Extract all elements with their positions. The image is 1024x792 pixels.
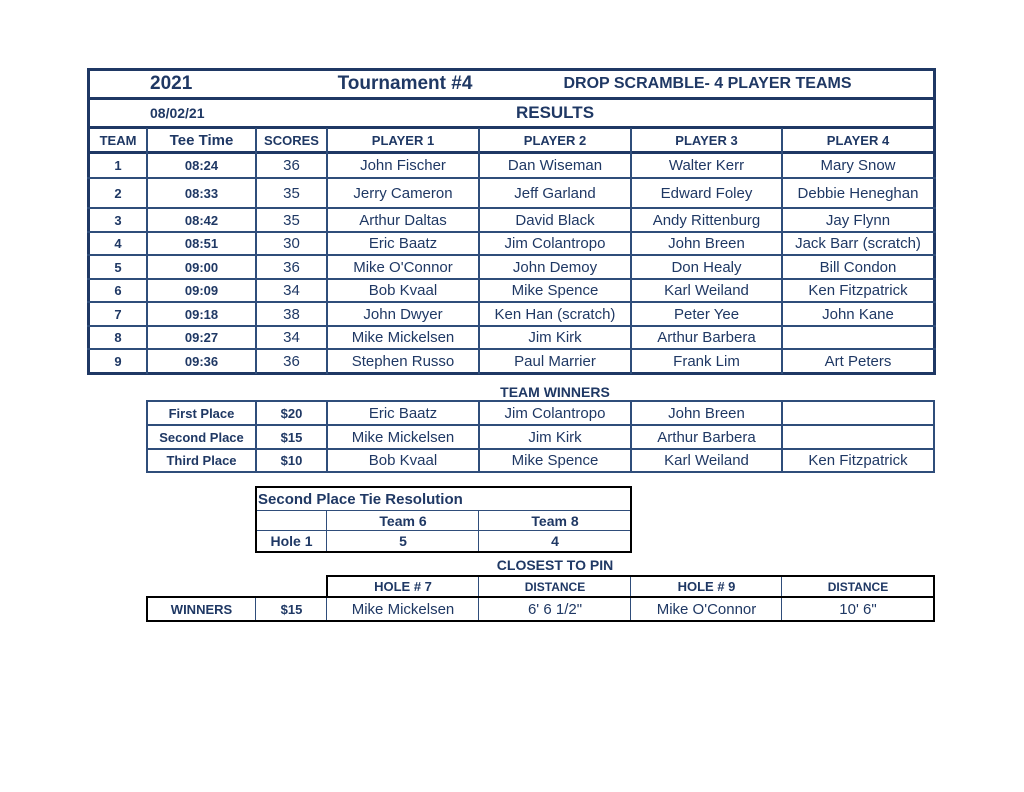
ctp-hole7-winner: Mike Mickelsen (351, 600, 455, 618)
player3: Edward Foley (660, 184, 753, 202)
player3: Karl Weiland (664, 282, 749, 299)
tee-time: 08:51 (184, 236, 219, 251)
player1: Eric Baatz (368, 235, 438, 252)
col-scores: SCORES (264, 132, 319, 148)
ctp-distance-header-2: DISTANCE (827, 579, 889, 594)
player2: Jim Colantropo (504, 404, 606, 422)
player4: Bill Condon (819, 258, 897, 276)
player1: Arthur Daltas (359, 211, 447, 229)
player3: Peter Yee (673, 305, 740, 323)
player2: David Black (515, 211, 595, 229)
col-player4: PLAYER 4 (826, 132, 890, 148)
player4 (783, 426, 933, 448)
player1: Mike O'Connor (353, 258, 453, 276)
player3: Don Healy (671, 258, 742, 276)
player2: John Demoy (512, 258, 598, 276)
score: 38 (283, 305, 300, 323)
ctp-title: CLOSEST TO PIN (496, 557, 614, 573)
player3: John Breen (668, 404, 745, 422)
player2: Mike Spence (511, 452, 599, 469)
tournament-title: Tournament #4 (337, 73, 473, 94)
player2: Ken Han (scratch) (494, 305, 616, 323)
tie-hole-label: Hole 1 (270, 533, 313, 549)
prize: $20 (280, 405, 303, 421)
place-label: First Place (168, 405, 235, 421)
tee-time: 09:27 (184, 330, 219, 345)
player2: Mike Spence (511, 282, 599, 299)
tee-time: 09:00 (184, 259, 219, 275)
score: 34 (283, 282, 300, 299)
team-winners-title: TEAM WINNERS (500, 384, 610, 400)
ctp-winners-label: WINNERS (170, 601, 233, 617)
player2: Paul Marrier (514, 352, 596, 370)
format-title: DROP SCRAMBLE- 4 PLAYER TEAMS (563, 75, 852, 92)
player4: John Kane (822, 305, 894, 323)
player1: Bob Kvaal (368, 282, 438, 299)
tie-team-a: Team 6 (379, 512, 427, 529)
prize: $10 (280, 453, 303, 468)
team-number: 9 (114, 353, 122, 369)
team-number: 5 (114, 259, 122, 275)
team-number: 6 (114, 283, 122, 298)
year: 2021 (150, 73, 193, 94)
col-player2: PLAYER 2 (523, 132, 587, 148)
player4: Mary Snow (820, 157, 896, 174)
col-team: TEAM (99, 132, 137, 148)
ctp-distance-header-1: DISTANCE (524, 579, 586, 594)
player3: Walter Kerr (668, 157, 745, 174)
score: 30 (283, 235, 300, 252)
player4: Debbie Heneghan (797, 184, 919, 202)
ctp-hole9-distance: 10' 6" (839, 600, 877, 618)
score: 36 (283, 258, 300, 276)
place-label: Second Place (159, 429, 244, 445)
player1: Eric Baatz (368, 404, 438, 422)
player2: Jim Colantropo (504, 235, 606, 252)
col-player3: PLAYER 3 (675, 132, 738, 148)
tee-time: 09:18 (184, 306, 219, 322)
player4: Art Peters (824, 352, 892, 370)
ctp-hole9-winner: Mike O'Connor (656, 600, 757, 618)
player3: Andy Rittenburg (652, 211, 761, 229)
prize: $15 (280, 429, 303, 445)
results-title: RESULTS (515, 103, 595, 122)
tee-time: 09:09 (184, 283, 219, 298)
player2: Jim Kirk (528, 428, 582, 446)
player3: John Breen (668, 235, 745, 252)
score: 35 (283, 184, 300, 202)
team-number: 3 (114, 212, 122, 228)
col-player1: PLAYER 1 (371, 132, 435, 148)
player4: Jay Flynn (825, 211, 891, 229)
player1: Bob Kvaal (368, 452, 438, 469)
player1: John Dwyer (363, 305, 443, 323)
player2: Jim Kirk (528, 329, 582, 346)
score: 36 (283, 352, 300, 370)
team-number: 7 (114, 306, 122, 322)
player4: Jack Barr (scratch) (795, 235, 921, 252)
ctp-hole7-header: HOLE # 7 (374, 579, 432, 594)
tie-score-b: 4 (551, 533, 559, 549)
player1: Mike Mickelsen (351, 329, 455, 346)
score: 34 (283, 329, 300, 346)
player3: Karl Weiland (664, 452, 749, 469)
tee-time: 08:42 (184, 212, 219, 228)
team-number: 4 (114, 236, 122, 251)
player3: Frank Lim (673, 352, 740, 370)
player4: Ken Fitzpatrick (808, 282, 908, 299)
player4 (783, 402, 933, 424)
player1: Jerry Cameron (353, 184, 453, 202)
team-number: 1 (114, 158, 122, 173)
date: 08/02/21 (150, 105, 205, 121)
player3: Arthur Barbera (657, 329, 756, 346)
place-label: Third Place (166, 453, 237, 468)
player4 (783, 327, 933, 348)
col-tee-time: Tee Time (169, 131, 234, 149)
tie-title: Second Place Tie Resolution (258, 490, 463, 508)
score: 35 (283, 211, 300, 229)
team-number: 2 (114, 185, 122, 201)
tie-score-a: 5 (399, 533, 407, 549)
player3: Arthur Barbera (657, 428, 756, 446)
player1: Mike Mickelsen (351, 428, 455, 446)
tee-time: 08:24 (184, 158, 219, 173)
ctp-prize: $15 (280, 601, 303, 617)
tee-time: 09:36 (184, 353, 219, 369)
tie-team-b: Team 8 (531, 512, 579, 529)
ctp-hole7-distance: 6' 6 1/2" (527, 600, 583, 618)
player4: Ken Fitzpatrick (808, 452, 908, 469)
ctp-hole9-header: HOLE # 9 (677, 579, 736, 594)
player2: Dan Wiseman (507, 157, 603, 174)
tee-time: 08:33 (184, 185, 219, 201)
player1: John Fischer (360, 157, 446, 174)
score: 36 (283, 157, 300, 174)
player2: Jeff Garland (514, 184, 596, 202)
player1: Stephen Russo (351, 352, 455, 370)
team-number: 8 (114, 330, 122, 345)
